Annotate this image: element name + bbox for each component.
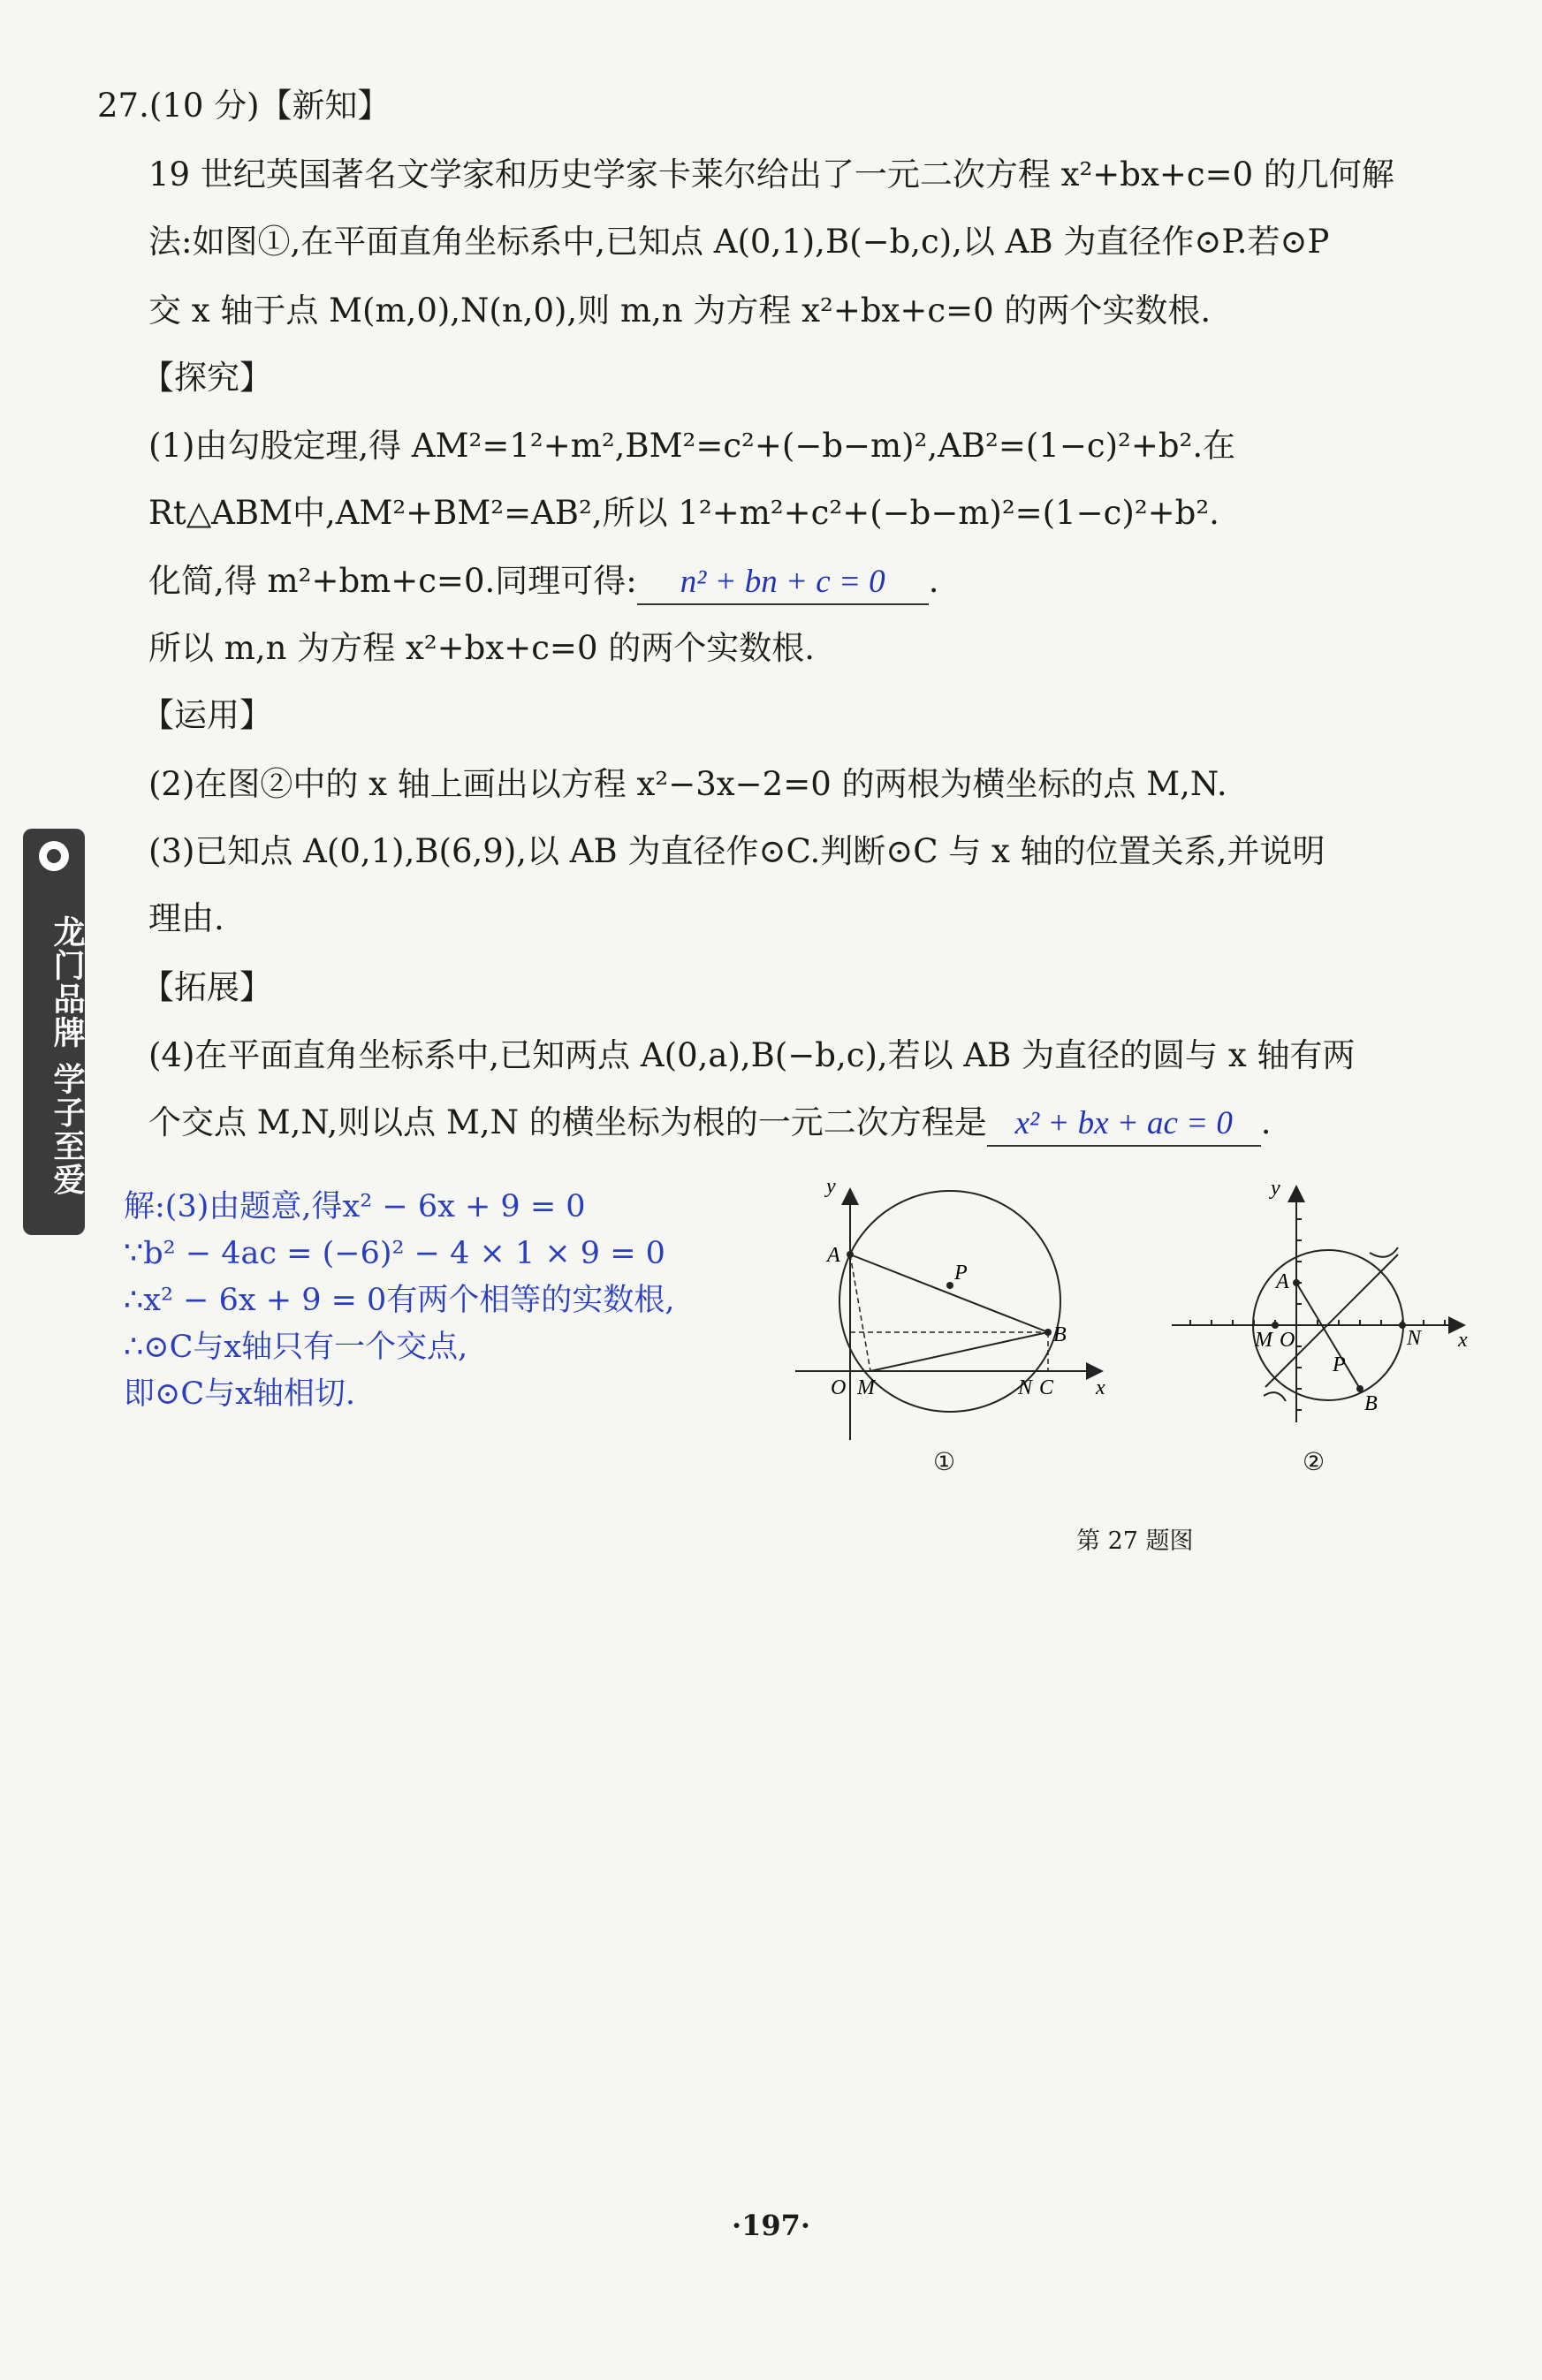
fig2-point-m bbox=[1272, 1322, 1279, 1329]
fig2-arc-top bbox=[1370, 1247, 1398, 1257]
fig2-label-p: P bbox=[1333, 1353, 1346, 1376]
extend-line-2 bbox=[148, 1102, 1272, 1147]
extend-answer-blank: x² + bx + ac = 0 bbox=[987, 1103, 1261, 1147]
fig1-point-a bbox=[847, 1251, 854, 1258]
apply-question-3-line-1: (3)已知点 A(0,1),B(6,9),以 AB 为直径作⊙C.判断⊙C 与 x 轴的位置关系,并说明 bbox=[148, 832, 1326, 870]
solution-line-2: ∵b² − 4ac = (−6)² − 4 × 1 × 9 = 0 bbox=[124, 1236, 665, 1271]
brand-sidebar bbox=[23, 829, 85, 1235]
apply-question-2: (2)在图②中的 x 轴上画出以方程 x²−3x−2=0 的两根为横坐标的点 M,N. bbox=[148, 765, 1227, 803]
fig2-arc-bottom bbox=[1264, 1392, 1286, 1401]
fig1-label-o: O bbox=[831, 1376, 847, 1399]
fig1-label-x: x bbox=[1096, 1376, 1105, 1399]
fig2-label-n: N bbox=[1407, 1327, 1422, 1350]
fig1-point-b bbox=[1044, 1329, 1052, 1336]
explore-line-3-prefix: 化简,得 m²+bm+c=0.同理可得: bbox=[148, 562, 637, 600]
fig2-point-b bbox=[1356, 1385, 1363, 1392]
fig1-label-p: P bbox=[954, 1262, 968, 1285]
figure-1-label: ① bbox=[933, 1447, 956, 1476]
fig1-segment-ab bbox=[850, 1254, 1048, 1332]
figure-1 bbox=[786, 1175, 1113, 1467]
explore-line-3-suffix: . bbox=[928, 562, 939, 600]
solution-line-1: 解:(3)由题意,得x² − 6x + 9 = 0 bbox=[124, 1189, 586, 1224]
fig2-point-a bbox=[1293, 1279, 1300, 1286]
fig1-label-a: A bbox=[827, 1244, 840, 1267]
solution-line-5: 即⊙C与x轴相切. bbox=[124, 1376, 355, 1412]
fig1-label-y: y bbox=[826, 1175, 836, 1198]
sidebar-text: 龙门品牌 学子至爱 bbox=[49, 914, 85, 1197]
apply-question-3-line-2: 理由. bbox=[148, 899, 224, 937]
explore-line-3 bbox=[148, 560, 938, 605]
fig1-label-c: C bbox=[1039, 1376, 1054, 1399]
fig2-label-x: x bbox=[1458, 1329, 1468, 1352]
fig2-label-o: O bbox=[1280, 1329, 1295, 1352]
explore-line-1: (1)由勾股定理,得 AM²=1²+m²,BM²=c²+(−b−m)²,AB²=(1−c)²+b².在 bbox=[148, 427, 1236, 465]
explore-line-2: Rt△ABM中,AM²+BM²=AB²,所以 1²+m²+c²+(−b−m)²=(1−c)²+b². bbox=[148, 494, 1219, 532]
fig1-label-m: M bbox=[857, 1376, 875, 1399]
extend-line-1: (4)在平面直角坐标系中,已知两点 A(0,a),B(−b,c),若以 AB 为直径的圆与 x 轴有两 bbox=[148, 1036, 1356, 1074]
explore-title: 【探究】 bbox=[141, 359, 272, 397]
fig2-label-a: A bbox=[1276, 1270, 1289, 1293]
intro-line-3: 交 x 轴于点 M(m,0),N(n,0),则 m,n 为方程 x²+bx+c=0 的两个实数根. bbox=[148, 292, 1212, 330]
page-number: ·197· bbox=[731, 2209, 811, 2242]
solution-line-4: ∴⊙C与x轴只有一个交点, bbox=[124, 1330, 468, 1365]
figure-caption: 第 27 题图 bbox=[1076, 1527, 1194, 1555]
sidebar-circle-icon bbox=[39, 841, 69, 871]
solution-line-3: ∴x² − 6x + 9 = 0有两个相等的实数根, bbox=[124, 1283, 675, 1318]
fig2-point-n bbox=[1399, 1322, 1406, 1329]
intro-line-1: 19 世纪英国著名文学家和历史学家卡莱尔给出了一元二次方程 x²+bx+c=0 的几何解 bbox=[148, 155, 1394, 193]
fig2-label-m: M bbox=[1255, 1329, 1272, 1352]
fig2-label-b: B bbox=[1364, 1392, 1378, 1415]
figure-2-label: ② bbox=[1303, 1447, 1326, 1476]
extend-line-2-suffix: . bbox=[1260, 1103, 1272, 1141]
fig2-segment-ab bbox=[1296, 1283, 1360, 1389]
problem-header: 27.(10 分)【新知】 bbox=[97, 87, 391, 125]
handwritten-solution bbox=[124, 1184, 674, 1418]
apply-title: 【运用】 bbox=[141, 696, 272, 734]
extend-line-2-prefix: 个交点 M,N,则以点 M,N 的横坐标为根的一元二次方程是 bbox=[148, 1103, 987, 1141]
extend-title: 【拓展】 bbox=[141, 968, 272, 1006]
figure-2 bbox=[1166, 1175, 1502, 1440]
intro-line-2: 法:如图①,在平面直角坐标系中,已知点 A(0,1),B(−b,c),以 AB 为直径作⊙P.若⊙P bbox=[148, 223, 1330, 261]
explore-answer-blank: n² + bn + c = 0 bbox=[637, 561, 929, 605]
fig1-point-p bbox=[946, 1282, 953, 1289]
explore-line-4: 所以 m,n 为方程 x²+bx+c=0 的两个实数根. bbox=[148, 629, 816, 667]
fig1-label-n: N bbox=[1018, 1376, 1033, 1399]
fig2-label-y: y bbox=[1271, 1177, 1280, 1200]
fig1-segment-bm bbox=[870, 1332, 1048, 1371]
fig1-label-b: B bbox=[1053, 1323, 1067, 1346]
